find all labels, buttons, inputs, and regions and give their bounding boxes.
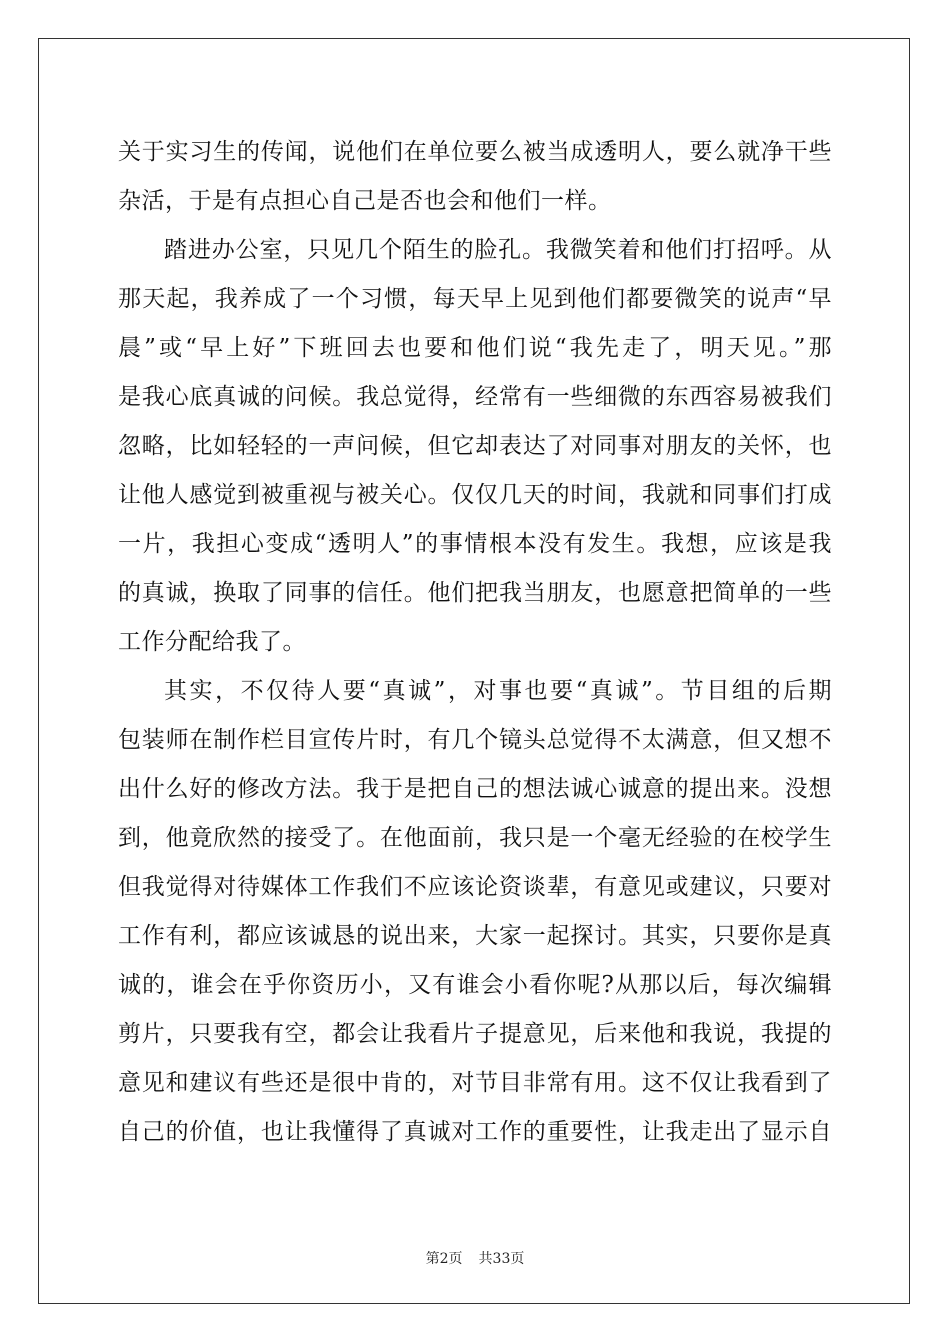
text-line: 的真诚，换取了同事的信任。他们把我当朋友，也愿意把简单的一些 — [118, 580, 832, 606]
text-line: 工作有利，都应该诚恳的说出来，大家一起探讨。其实，只要你是真 — [118, 923, 832, 949]
text-line: 杂活，于是有点担心自己是否也会和他们一样。 — [118, 188, 612, 214]
page-number: 第2页 — [425, 1251, 463, 1267]
text-line: 诚的，谁会在乎你资历小，又有谁会小看你呢?从那以后，每次编辑 — [118, 972, 832, 998]
text-line: 意见和建议有些还是很中肯的，对节目非常有用。这不仅让我看到了 — [118, 1070, 832, 1096]
text-line: 让他人感觉到被重视与被关心。仅仅几天的时间，我就和同事们打成 — [118, 482, 832, 508]
text-line: 晨”或“早上好”下班回去也要和他们说“我先走了，明天见。”那 — [118, 335, 832, 361]
text-line: 忽略，比如轻轻的一声问候，但它却表达了对同事对朋友的关怀，也 — [118, 433, 832, 459]
text-line: 是我心底真诚的问候。我总觉得，经常有一些细微的东西容易被我们 — [118, 384, 832, 410]
paragraph-start-line: 踏进办公室，只见几个陌生的脸孔。我微笑着和他们打招呼。从 — [164, 237, 832, 263]
page-total: 共33页 — [478, 1251, 525, 1267]
text-line: 一片，我担心变成“透明人”的事情根本没有发生。我想，应该是我 — [118, 531, 832, 557]
text-line: 剪片，只要我有空，都会让我看片子提意见，后来他和我说，我提的 — [118, 1021, 832, 1047]
text-line: 包装师在制作栏目宣传片时，有几个镜头总觉得不太满意，但又想不 — [118, 727, 832, 753]
text-line: 工作分配给我了。 — [118, 629, 306, 655]
text-line: 自己的价值，也让我懂得了真诚对工作的重要性，让我走出了显示自 — [118, 1119, 832, 1145]
text-line: 但我觉得对待媒体工作我们不应该论资谈辈，有意见或建议，只要对 — [118, 874, 832, 900]
paragraph-start-line: 其实，不仅待人要“真诚”，对事也要“真诚”。节目组的后期 — [164, 678, 832, 704]
text-line: 那天起，我养成了一个习惯，每天早上见到他们都要微笑的说声“早 — [118, 286, 832, 312]
page-footer — [0, 1248, 950, 1268]
text-line: 出什么好的修改方法。我于是把自己的想法诚心诚意的提出来。没想 — [118, 776, 832, 802]
document-body — [118, 128, 832, 1157]
text-line: 关于实习生的传闻，说他们在单位要么被当成透明人，要么就净干些 — [118, 139, 832, 165]
text-line: 到，他竟欣然的接受了。在他面前，我只是一个毫无经验的在校学生 — [118, 825, 832, 851]
